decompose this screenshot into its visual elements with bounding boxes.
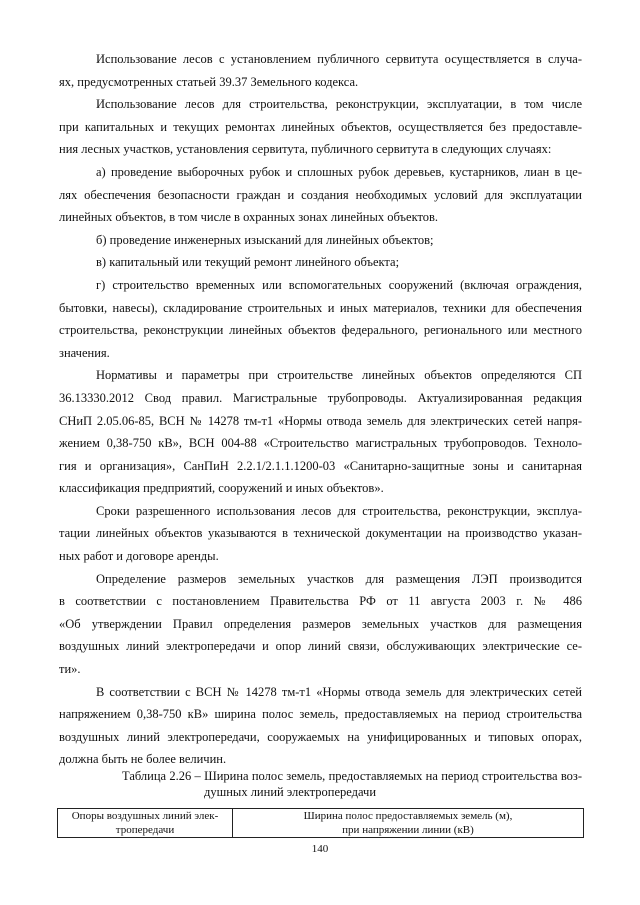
paragraph [59,48,582,93]
paragraph [59,161,582,229]
text-line: ния лесных участков, установления сервитута, публичного сервитута в следующих случаях: [59,142,552,157]
paragraph [59,229,582,252]
text-line: значения. [59,345,110,360]
text-line: тации линейных объектов указываются в технической документации на производство указан- [59,526,582,541]
text-line: а) проведение выборочных рубок и сплошных рубок деревьев, кустарников, лиан в це- [96,164,582,179]
text-line: при капитальных и текущих ремонтах линейных объектов, осуществляется без предоставле- [59,119,582,134]
table-header-row [58,809,584,838]
paragraph [59,500,582,568]
text-line: Сроки разрешенного использования лесов для строительства, реконструкции, эксплуа- [96,503,582,518]
text-line: ти». [59,662,81,677]
paragraph [59,251,582,274]
text-line: строительства, реконструкции линейных объектов федерального, регионального или местного [59,323,582,338]
text-line: воздушных линий электропередачи и опор линий связи, обслуживающих электрические се- [59,639,582,654]
text-line: гия и организация», СанПиН 2.2.1/2.1.1.1200-03 «Санитарно-защитные зоны и санитарная [59,458,582,473]
text-line: 36.13330.2012 Свод правил. Магистральные трубопроводы. Актуализированная редакция [59,390,582,405]
paragraph [59,93,582,161]
table-caption-line: Таблица 2.26 – Ширина полос земель, предоставляемых на период строительства воз- [122,769,582,783]
table-caption [122,768,582,800]
text-line: ных работ и договоре аренды. [59,549,219,564]
text-line: В соответствии с ВСН № 14278 тм-т1 «Нормы отвода земель для электрических сетей [96,684,582,699]
page-number: 140 [311,843,329,855]
text-line: СНиП 2.05.06-85, ВСН № 14278 тм-т1 «Нормы отвода земель для электрических сетей напря- [59,413,582,428]
text-line: в соответствии с постановлением Правительства РФ от 11 августа 2003 г. № 486 [59,594,582,609]
header-text: тропередачи [115,824,175,836]
text-line: бытовки, навесы), складирование строительных и иных материалов, техники для обеспечения [59,300,582,315]
text-line: воздушных линий электропередачи, сооружаемых на унифицированных и типовых опорах, [59,729,582,744]
text-line: Использование лесов с установлением публичного сервитута осуществляется в случа- [96,52,582,66]
paragraph [59,681,582,771]
text-line: г) строительство временных или вспомогательных сооружений (включая ограждения, [96,277,582,292]
paragraph [59,568,582,681]
paragraph [59,364,582,500]
text-line: Определение размеров земельных участков для размещения ЛЭП производится [96,571,582,586]
text-line: «Об утверждении Правил определения размеров земельных участков для размещения [59,616,582,631]
text-line: ях, предусмотренных статьей 39.37 Земельного кодекса. [59,74,359,89]
text-line: лях обеспечения безопасности граждан и создания необходимых условий для эксплуатации [59,187,582,202]
text-line: в) капитальный или текущий ремонт линейного объекта; [96,255,400,270]
body-text [59,48,582,771]
header-text: Ширина полос предоставляемых земель (м), [303,810,513,822]
paragraph [59,274,582,364]
text-line: классификация предприятий, сооружений и иных объектов». [59,481,384,496]
table-header-cell [58,809,233,838]
text-line: жением 0,38-750 кВ», ВСН 004-88 «Строительство магистральных трубопроводов. Техноло- [59,436,582,451]
text-line: Нормативы и параметры при строительстве линейных объектов определяются СП [96,368,582,383]
land-width-table [57,808,584,838]
text-line: линейных объектов, в том числе в охранных зонах линейных объектов. [59,210,439,225]
table-caption-line: душных линий электропередачи [204,785,377,799]
header-text: при напряжении линии (кВ) [342,824,474,836]
text-line: б) проведение инженерных изысканий для линейных объектов; [96,232,434,247]
text-line: Использование лесов для строительства, реконструкции, эксплуатации, в том числе [96,97,582,112]
text-line: напряжением 0,38-750 кВ» ширина полос земель, предоставляемых на период строительства [59,707,582,722]
text-line: должна быть не более величин. [59,752,227,767]
header-text: Опоры воздушных линий элек- [71,810,219,822]
table-header-cell [233,809,584,838]
